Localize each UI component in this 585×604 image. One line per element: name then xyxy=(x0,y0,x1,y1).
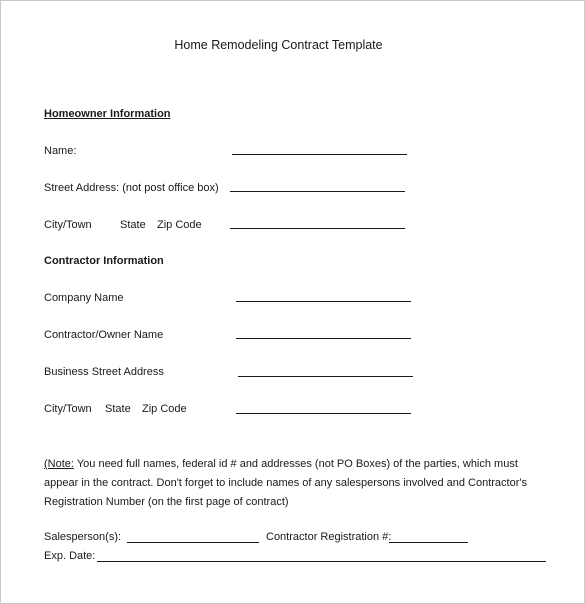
exp-date-field[interactable] xyxy=(97,561,546,562)
homeowner-street-label: Street Address: (not post office box) xyxy=(44,182,219,194)
homeowner-city-state-zip-field[interactable] xyxy=(230,228,405,229)
registration-label: Contractor Registration #: xyxy=(266,531,392,543)
salesperson-field[interactable] xyxy=(127,542,259,543)
note-lead: (Note: xyxy=(44,458,74,470)
salesperson-label: Salesperson(s): xyxy=(44,531,122,543)
homeowner-heading: Homeowner Information xyxy=(44,108,171,120)
document-title: Home Remodeling Contract Template xyxy=(174,38,383,52)
homeowner-name-label: Name: xyxy=(44,145,77,157)
homeowner-name-field[interactable] xyxy=(232,154,407,155)
homeowner-zip-label: Zip Code xyxy=(157,219,202,231)
exp-date-label: Exp. Date: xyxy=(44,550,96,562)
contractor-street-label: Business Street Address xyxy=(44,366,164,378)
homeowner-city-label: City/Town xyxy=(44,219,92,231)
homeowner-street-field[interactable] xyxy=(230,191,405,192)
contract-note xyxy=(44,455,554,512)
contractor-city-state-zip-field[interactable] xyxy=(236,413,411,414)
contractor-heading: Contractor Information xyxy=(44,255,164,267)
contractor-company-field[interactable] xyxy=(236,301,411,302)
registration-field[interactable] xyxy=(389,542,468,543)
contractor-owner-label: Contractor/Owner Name xyxy=(44,329,164,341)
contractor-company-label: Company Name xyxy=(44,292,124,304)
contractor-city-label: City/Town xyxy=(44,403,92,415)
note-text: You need full names, federal id # and addresses (not PO Boxes) of the parties, which must appear in the contract. Don't forget to include names of any salespersons involved and Contractor's Registration Number (on the first page of contract) xyxy=(44,458,527,508)
contractor-state-label: State xyxy=(105,403,131,415)
contractor-owner-field[interactable] xyxy=(236,338,411,339)
contractor-zip-label: Zip Code xyxy=(142,403,187,415)
homeowner-state-label: State xyxy=(120,219,146,231)
contractor-street-field[interactable] xyxy=(238,376,413,377)
